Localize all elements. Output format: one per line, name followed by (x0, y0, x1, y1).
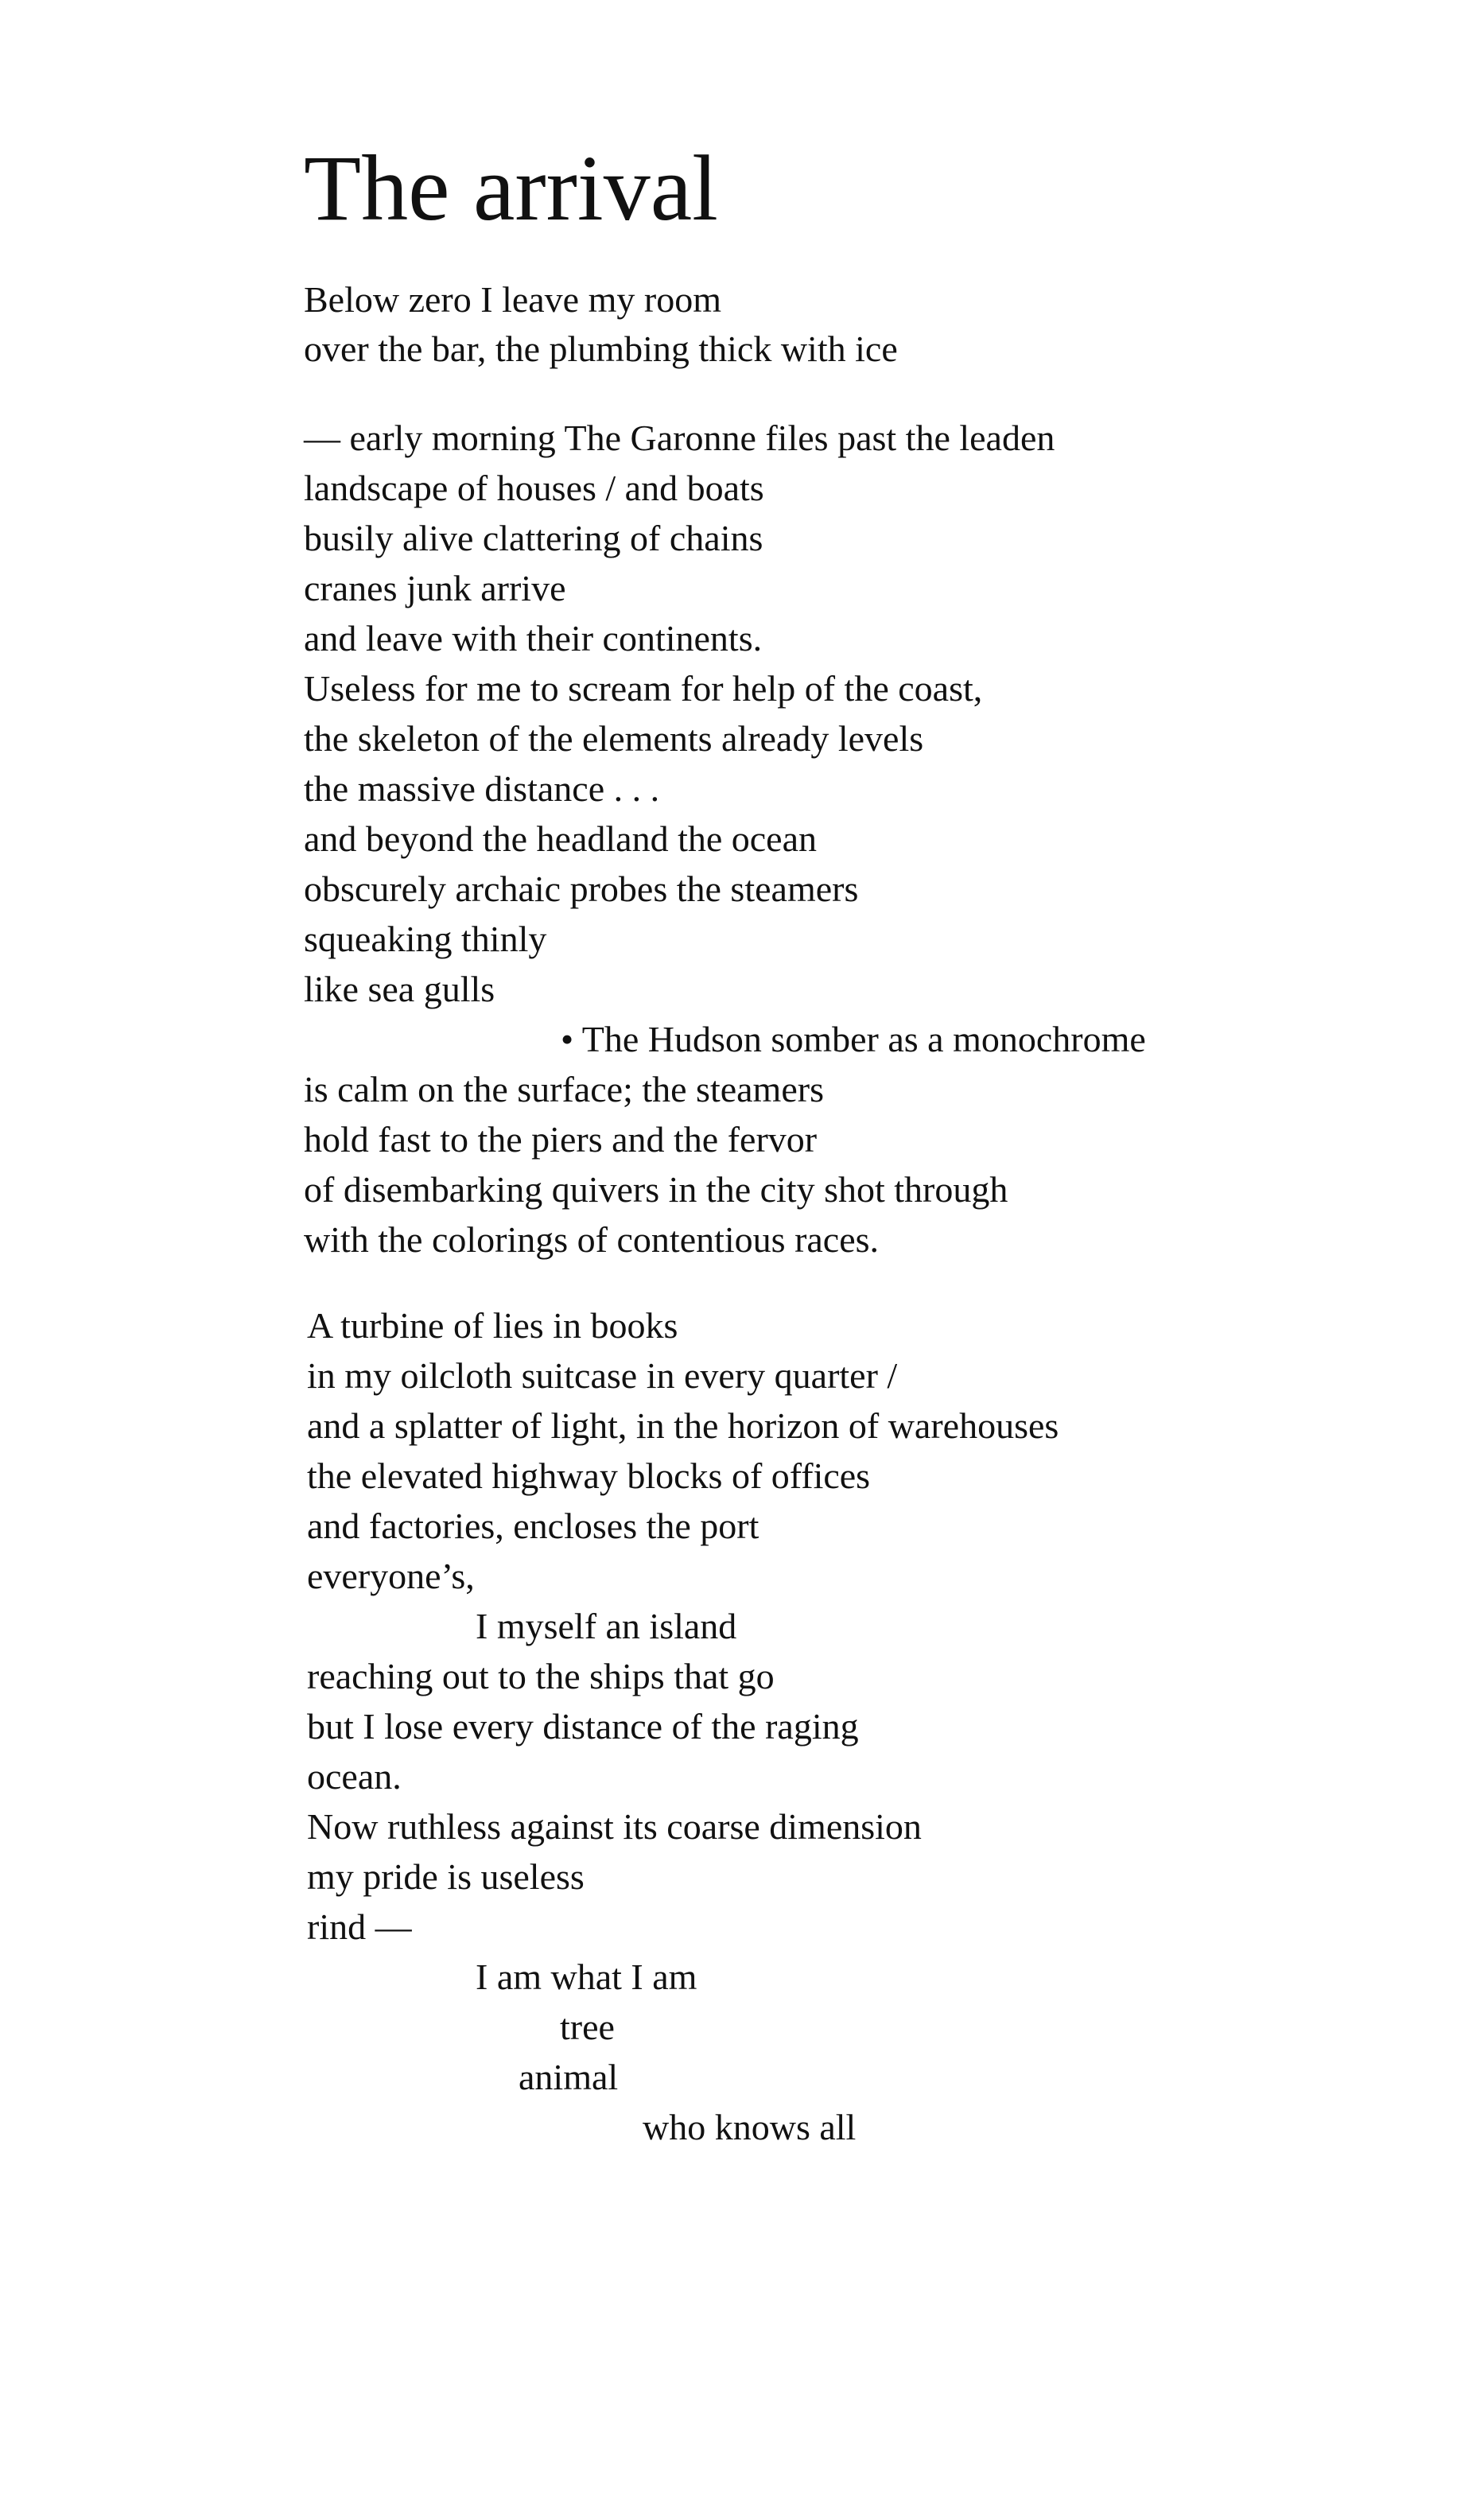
poem-line: but I lose every distance of the raging (307, 1706, 859, 1747)
poem-line: I myself an island (476, 1606, 737, 1646)
poem-line: like sea gulls (304, 969, 495, 1009)
poem-line: Now ruthless against its coarse dimension (307, 1806, 922, 1847)
poem-line: the elevated highway blocks of offices (307, 1455, 871, 1496)
poem-line: reaching out to the ships that go (307, 1656, 775, 1696)
poem-line: hold fast to the piers and the fervor (304, 1119, 818, 1160)
poem-line: who knows all (643, 2107, 857, 2147)
poem-line: rind — (307, 1906, 412, 1947)
poem-line: I am what I am (476, 1957, 697, 1997)
poem-title: The arrival (304, 136, 718, 240)
poem-line: landscape of houses / and boats (304, 468, 764, 508)
poem-line: animal (519, 2057, 619, 2097)
poem-line: • The Hudson somber as a monochrome (561, 1019, 1146, 1059)
poem-line: — early morning The Garonne files past the leaden (304, 418, 1055, 458)
poem-line: Below zero I leave my room (304, 279, 721, 320)
poem-line: and leave with their continents. (304, 618, 763, 659)
poem-line: and beyond the headland the ocean (304, 818, 818, 859)
poem-line: and a splatter of light, in the horizon of warehouses (307, 1405, 1059, 1446)
poem-line: Useless for me to scream for help of the coast, (304, 668, 983, 709)
poem-line: busily alive clattering of chains (304, 518, 763, 558)
poem-line: ocean. (307, 1756, 402, 1797)
poem-line: with the colorings of contentious races. (304, 1219, 880, 1260)
poem-line: my pride is useless (307, 1856, 585, 1897)
poem-line: cranes junk arrive (304, 568, 566, 608)
poem-line: in my oilcloth suitcase in every quarter / (307, 1355, 898, 1396)
poem-line: obscurely archaic probes the steamers (304, 868, 859, 909)
poem-line: the skeleton of the elements already levels (304, 718, 924, 759)
poem-line: is calm on the surface; the steamers (304, 1069, 824, 1109)
poem-line: everyone’s, (307, 1556, 475, 1596)
poem-line: squeaking thinly (304, 919, 547, 959)
poem-line: of disembarking quivers in the city shot through (304, 1169, 1008, 1210)
poem-line: the massive distance . . . (304, 768, 660, 809)
poem-line: and factories, encloses the port (307, 1506, 759, 1546)
poem-line: A turbine of lies in books (307, 1305, 678, 1346)
poem-line: tree (560, 2007, 615, 2047)
poem-line: over the bar, the plumbing thick with ice (304, 328, 898, 369)
